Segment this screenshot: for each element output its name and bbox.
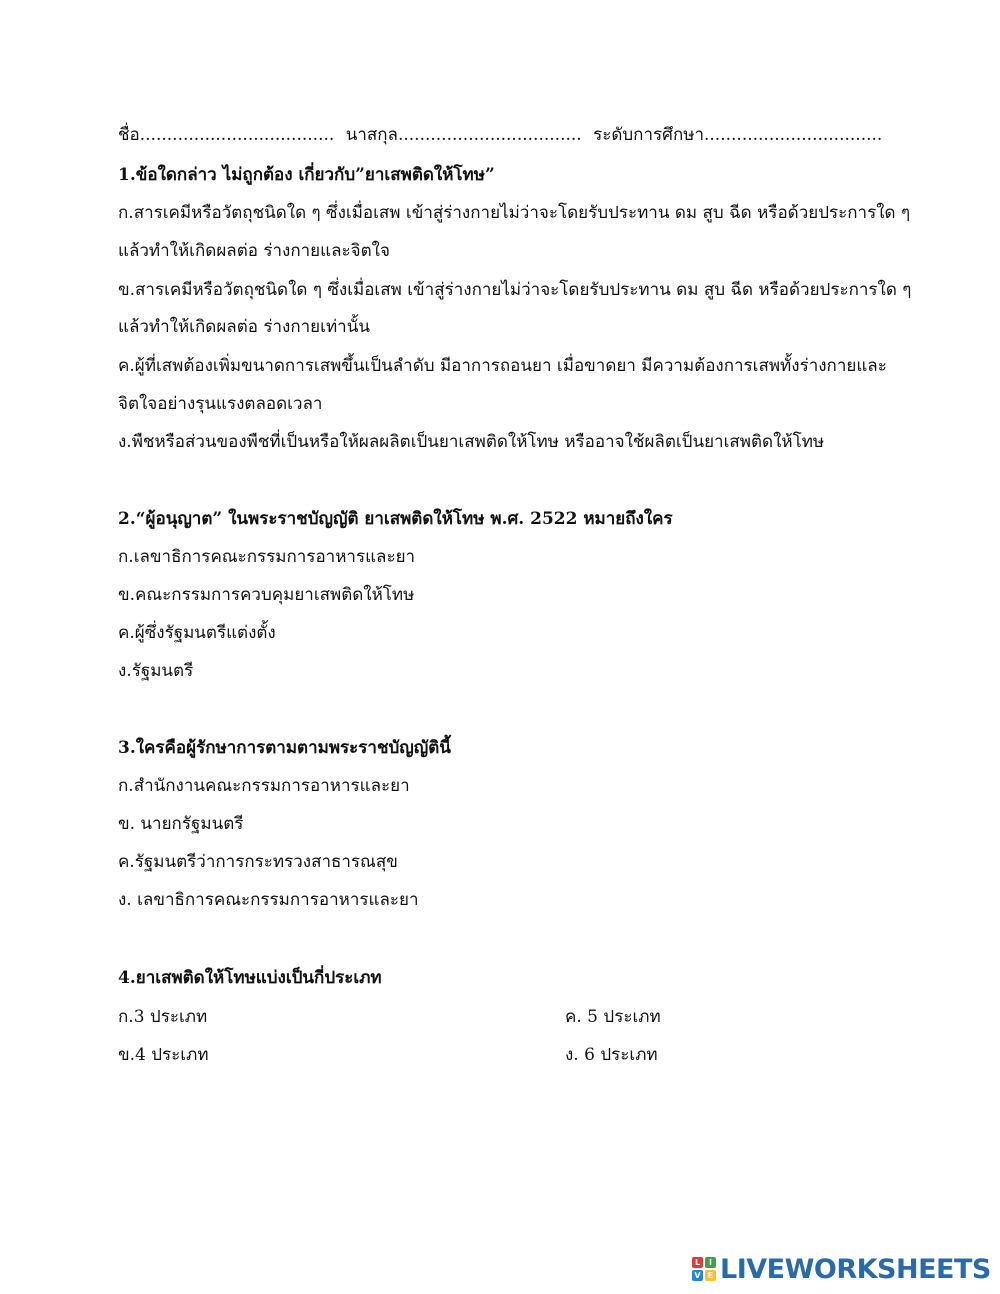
q3-choice-c[interactable]: ค.รัฐมนตรีว่าการกระทรวงสาธารณสุข: [118, 852, 398, 872]
q2-choice-b[interactable]: ข.คณะกรรมการควบคุมยาเสพติดให้โทษ: [118, 585, 415, 605]
question-2-text: 2.“ผู้อนุญาต” ในพระราชบัญญัติ ยาเสพติดให้โทษ พ.ศ. 2522 หมายถึงใคร: [118, 509, 673, 529]
q2-choice-c[interactable]: ค.ผู้ซึ่งรัฐมนตรีแต่งตั้ง: [118, 623, 276, 643]
q2-choice-a[interactable]: ก.เลขาธิการคณะกรรมการอาหารและยา: [118, 547, 416, 567]
q1-choice-d[interactable]: ง.พืชหรือส่วนของพืชที่เป็นหรือให้ผลผลิตเป็นยาเสพติดให้โทษ หรืออาจใช้ผลิตเป็นยาเสพติดให้โทษ: [118, 432, 825, 452]
q3-choice-a[interactable]: ก.สำนักงานคณะกรรมการอาหารและยา: [118, 776, 410, 796]
q3-choice-b[interactable]: ข. นายกรัฐมนตรี: [118, 814, 244, 834]
logo-mark-i: I: [705, 1257, 716, 1268]
liveworksheets-mark-icon: [692, 1257, 716, 1281]
liveworksheets-logo: [692, 1252, 991, 1286]
question-4-text: 4.ยาเสพติดให้โทษแบ่งเป็นกี่ประเภท: [118, 968, 382, 988]
q4-choice-b[interactable]: ข.4 ประเภท: [118, 1045, 209, 1065]
question-3-text: 3.ใครคือผู้รักษาการตามตามพระราชบัญญัตินี้: [118, 738, 451, 758]
logo-mark-e: E: [705, 1270, 716, 1281]
q1-choice-a-line1[interactable]: ก.สารเคมีหรือวัตถุชนิดใด ๆ ซึ่งเมื่อเสพ เข้าสู่ร่างกายไม่ว่าจะโดยรับประทาน ดม สูบ ฉีด หรือด้วยประการใด ๆ: [118, 203, 911, 223]
level-field[interactable]: ระดับการศึกษา.................................: [593, 125, 883, 145]
q4-choice-c[interactable]: ค. 5 ประเภท: [565, 1007, 661, 1027]
q1-choice-b-line2[interactable]: แล้วทำให้เกิดผลต่อ ร่างกายเท่านั้น: [118, 317, 370, 337]
q1-choice-a-line2[interactable]: แล้วทำให้เกิดผลต่อ ร่างกายและจิตใจ: [118, 241, 390, 261]
logo-mark-v: V: [692, 1270, 703, 1281]
q4-choice-d[interactable]: ง. 6 ประเภท: [565, 1045, 658, 1065]
name-field[interactable]: ชื่อ....................................: [118, 125, 335, 145]
logo-mark-l: L: [692, 1257, 703, 1268]
q1-choice-c-line2[interactable]: จิตใจอย่างรุนแรงตลอดเวลา: [118, 394, 323, 414]
logo-text: LIVEWORKSHEETS: [720, 1253, 991, 1285]
q3-choice-d[interactable]: ง. เลขาธิการคณะกรรมการอาหารและยา: [118, 890, 419, 910]
q1-choice-b-line1[interactable]: ข.สารเคมีหรือวัตถุชนิดใด ๆ ซึ่งเมื่อเสพ เข้าสู่ร่างกายไม่ว่าจะโดยรับประทาน ดม สูบ ฉีด หรือด้วยประการใด ๆ: [118, 280, 912, 300]
q4-choice-a[interactable]: ก.3 ประเภท: [118, 1007, 208, 1027]
question-1-text: 1.ข้อใดกล่าว ไม่ถูกต้อง เกี่ยวกับ”ยาเสพติดให้โทษ”: [118, 165, 495, 185]
q1-choice-c-line1[interactable]: ค.ผู้ที่เสพต้องเพิ่มขนาดการเสพขึ้นเป็นลำดับ มีอาการถอนยา เมื่อขาดยา มีความต้องการเสพทั้งร่างกายและ: [118, 356, 887, 376]
student-info-row: [118, 124, 888, 146]
surname-field[interactable]: นาสกุล..................................: [345, 125, 582, 145]
q2-choice-d[interactable]: ง.รัฐมนตรี: [118, 661, 194, 681]
